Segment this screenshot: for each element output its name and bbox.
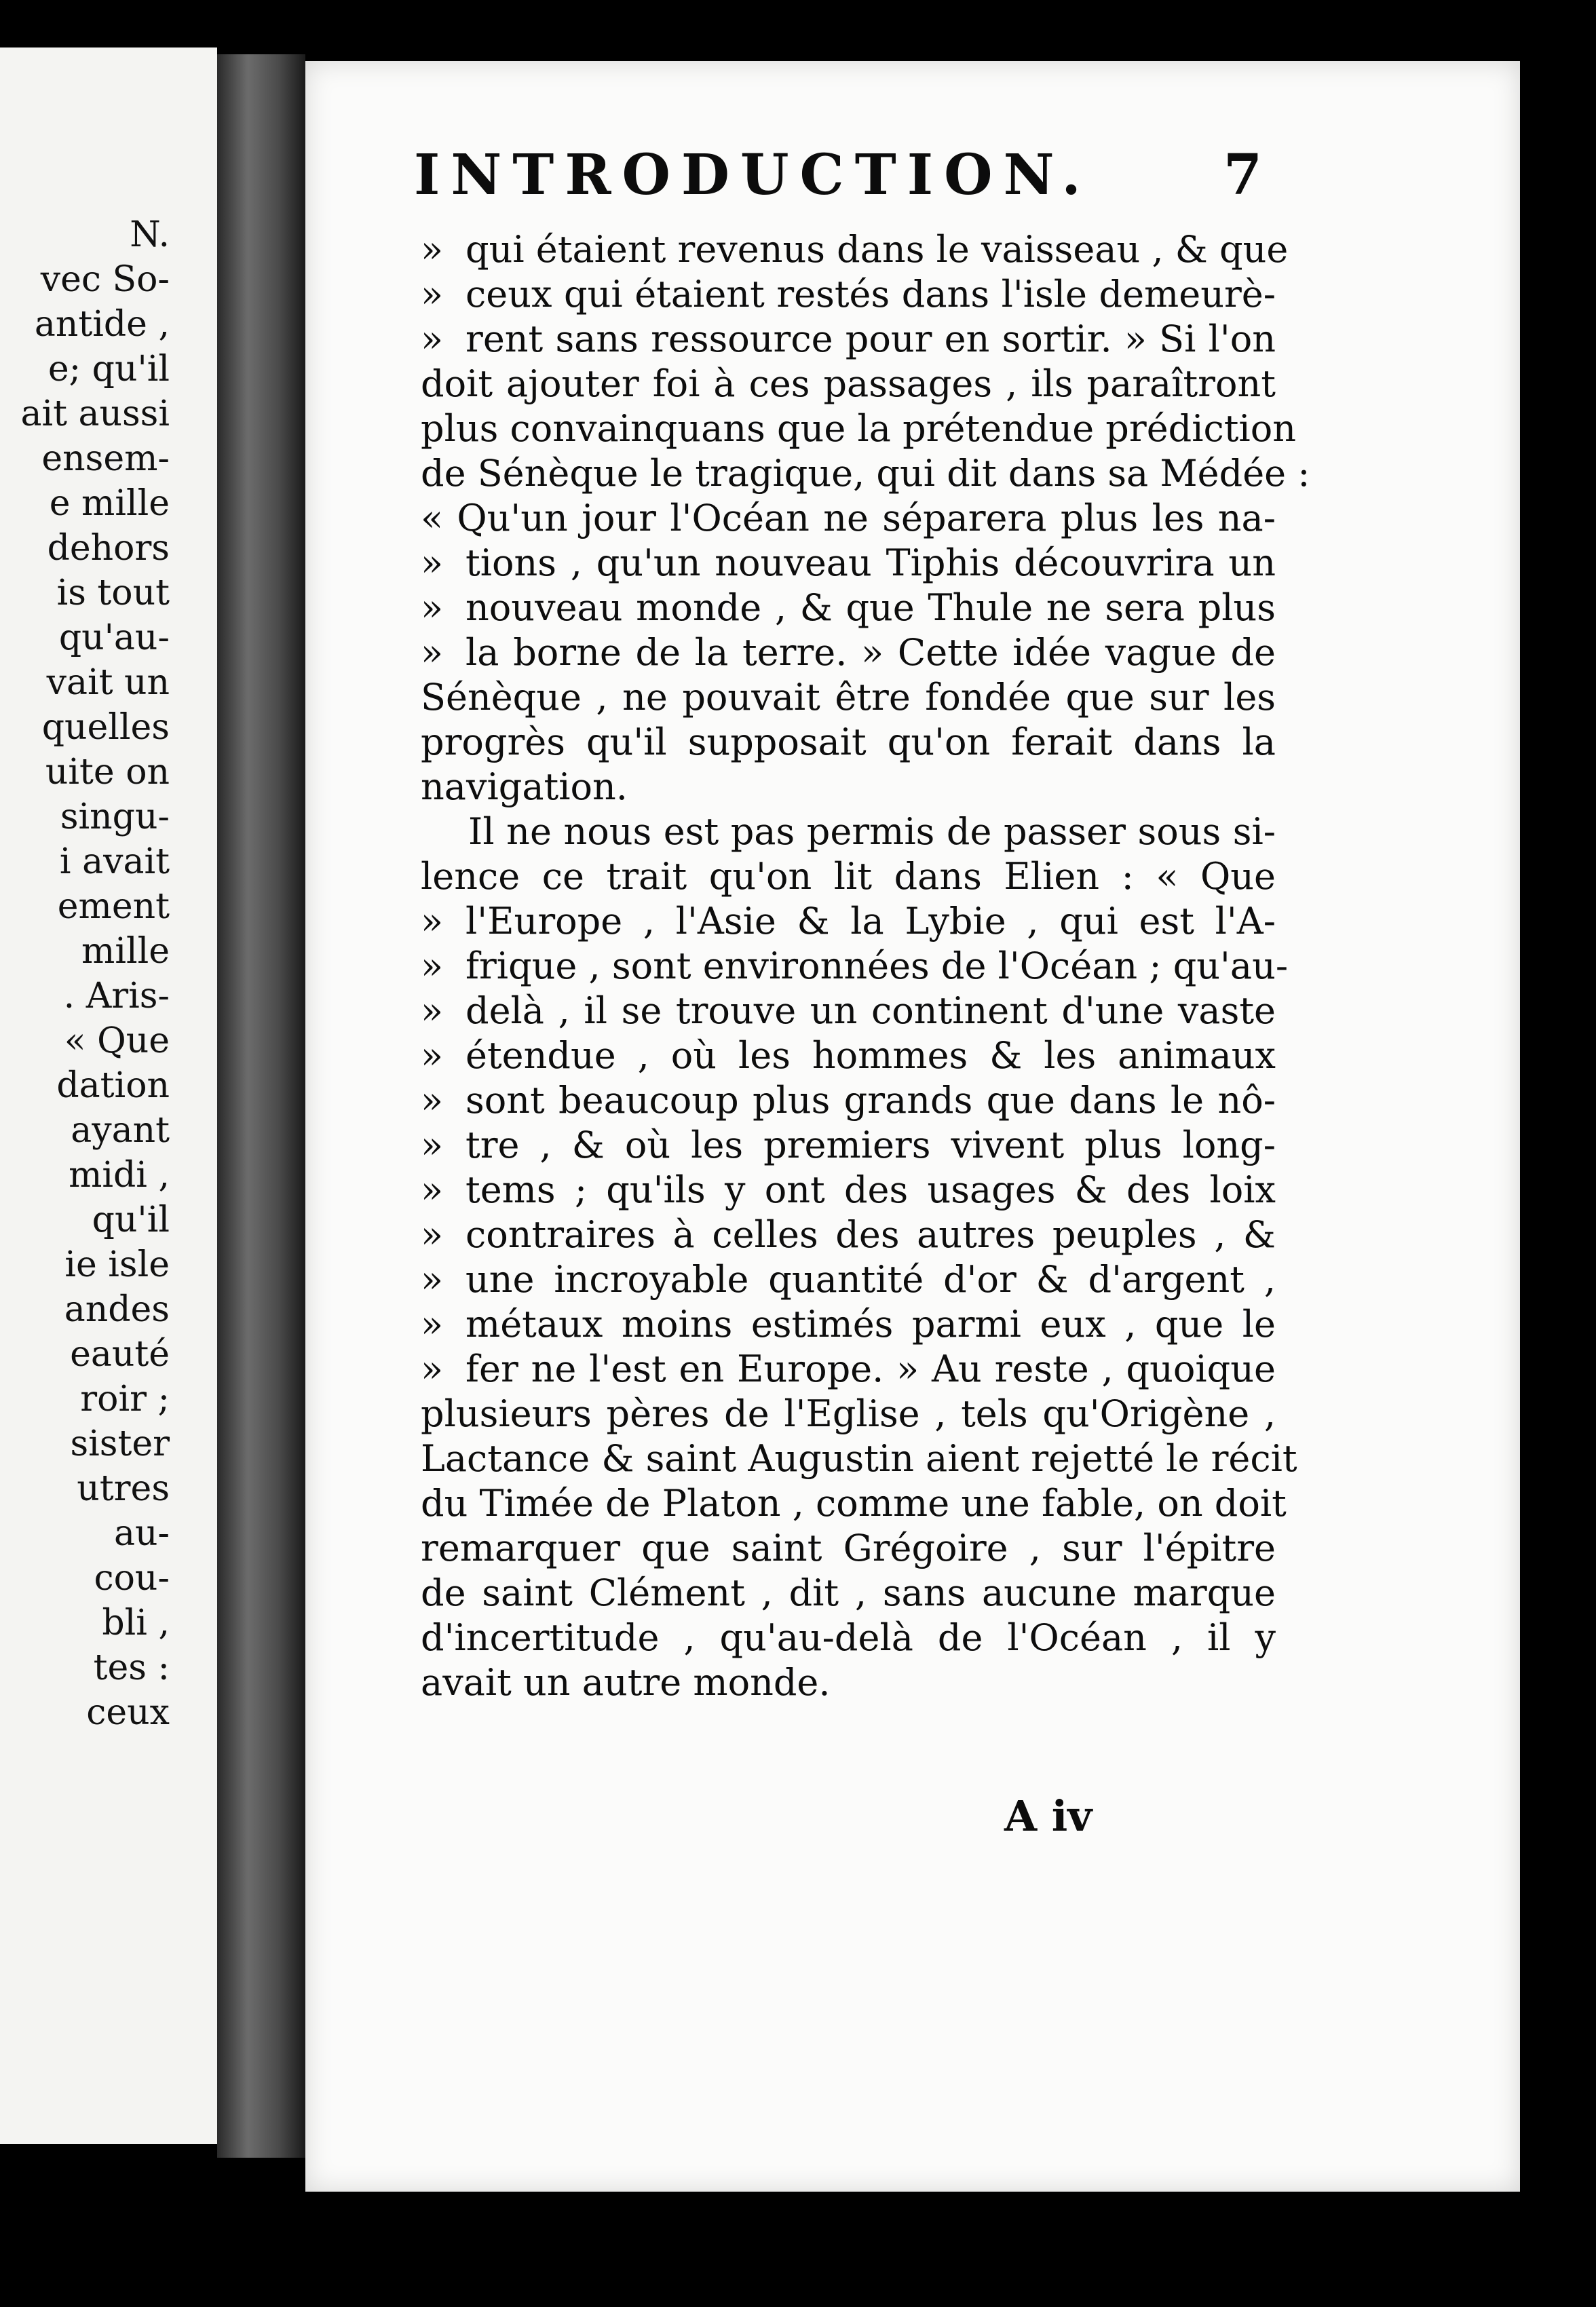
line-text: doit ajouter foi à ces passages , ils paraîtront xyxy=(421,362,1276,405)
running-title: INTRODUCTION. xyxy=(414,142,1092,208)
text-line xyxy=(421,1168,1276,1213)
facing-page-line: sister xyxy=(70,1424,170,1464)
line-text: qui étaient revenus dans le vaisseau , & que xyxy=(466,228,1289,271)
line-text: rent sans ressource pour en sortir. » Si l'on xyxy=(466,318,1276,360)
line-text: « Qu'un jour l'Océan ne séparera plus les na- xyxy=(421,497,1276,539)
facing-page-line: tes : xyxy=(93,1647,170,1688)
text-line xyxy=(421,317,1276,362)
book-gutter xyxy=(217,54,305,2158)
text-line xyxy=(421,1660,1276,1705)
line-text: tre , & où les premiers vivent plus long- xyxy=(466,1124,1276,1166)
text-line xyxy=(421,451,1310,496)
line-text: lence ce trait qu'on lit dans Elien : « Que xyxy=(421,855,1276,898)
facing-page-line: dehors xyxy=(47,528,170,569)
text-line xyxy=(421,989,1276,1033)
text-line xyxy=(421,1392,1276,1436)
facing-page-line: vait un xyxy=(46,662,170,703)
facing-page-line: andes xyxy=(64,1289,170,1330)
text-line xyxy=(421,586,1276,630)
line-text: nouveau monde , & que Thule ne sera plus xyxy=(466,586,1276,629)
text-line xyxy=(421,675,1276,720)
facing-page-line: ait aussi xyxy=(20,394,170,434)
quote-mark: » xyxy=(421,541,444,584)
line-text: tems ; qu'ils y ont des usages & des loix xyxy=(466,1168,1276,1211)
facing-page-line: quelles xyxy=(41,707,170,748)
text-line xyxy=(421,362,1276,406)
quote-mark: » xyxy=(421,1258,444,1301)
quote-mark: » xyxy=(421,228,444,271)
body-text xyxy=(421,227,1310,1705)
facing-page-line: vec So- xyxy=(40,259,170,300)
line-text: étendue , où les hommes & les animaux xyxy=(466,1034,1276,1077)
running-head xyxy=(204,142,1262,217)
line-text: tions , qu'un nouveau Tiphis découvrira un xyxy=(466,541,1276,584)
signature-mark: A iv xyxy=(1004,1791,1092,1841)
line-text: de saint Clément , dit , sans aucune marque xyxy=(421,1571,1276,1614)
line-text: plusieurs pères de l'Eglise , tels qu'Origène , xyxy=(421,1392,1276,1435)
text-line xyxy=(421,765,1276,809)
facing-page-line: singu- xyxy=(60,797,170,837)
line-text: de Sénèque le tragique, qui dit dans sa Médée : xyxy=(421,452,1310,495)
facing-page-line: . Aris- xyxy=(63,976,170,1016)
quote-mark: » xyxy=(421,1034,444,1077)
facing-page-line: bli , xyxy=(102,1603,170,1643)
text-line xyxy=(421,854,1276,899)
facing-page-line: ie isle xyxy=(64,1244,170,1285)
text-line xyxy=(421,899,1276,944)
facing-page-line: qu'au- xyxy=(58,617,170,658)
facing-page-line: dation xyxy=(56,1065,170,1106)
text-line xyxy=(421,944,1289,989)
facing-page-line: uite on xyxy=(45,752,170,793)
line-text: delà , il se trouve un continent d'une vaste xyxy=(466,989,1276,1032)
line-text: remarquer que saint Grégoire , sur l'épitre xyxy=(421,1527,1276,1569)
facing-page-line: « Que xyxy=(64,1021,170,1061)
quote-mark: » xyxy=(421,1124,444,1166)
quote-mark: » xyxy=(421,1213,444,1256)
quote-mark: » xyxy=(421,1348,444,1390)
text-line xyxy=(421,541,1276,586)
facing-page-line: e; qu'il xyxy=(48,349,170,389)
line-text: Lactance & saint Augustin aient rejetté le récit xyxy=(421,1437,1297,1480)
line-text: sont beaucoup plus grands que dans le nô- xyxy=(466,1079,1276,1122)
facing-page-line: e mille xyxy=(49,483,170,524)
line-text: l'Europe , l'Asie & la Lybie , qui est l'A- xyxy=(466,900,1276,942)
facing-page-line: N. xyxy=(130,214,170,255)
line-text: du Timée de Platon , comme une fable, on doit xyxy=(421,1482,1287,1525)
line-text: progrès qu'il supposait qu'on ferait dans la xyxy=(421,721,1276,763)
facing-page-line: roir ; xyxy=(80,1379,170,1419)
quote-mark: » xyxy=(421,273,444,316)
line-text: métaux moins estimés parmi eux , que le xyxy=(466,1303,1276,1346)
facing-page-line: midi , xyxy=(69,1155,170,1196)
line-text: d'incertitude , qu'au-delà de l'Océan , il y xyxy=(421,1616,1276,1659)
text-line xyxy=(421,809,1276,854)
line-text: navigation. xyxy=(421,765,628,808)
facing-page-line: ayant xyxy=(71,1110,170,1151)
facing-page-line: mille xyxy=(81,931,170,972)
quote-mark: » xyxy=(421,1079,444,1122)
line-text: contraires à celles des autres peuples , & xyxy=(466,1213,1276,1256)
facing-page-line: ceux xyxy=(86,1692,170,1733)
quote-mark: » xyxy=(421,1168,444,1211)
text-line xyxy=(421,1033,1276,1078)
text-line xyxy=(421,1436,1297,1481)
text-line xyxy=(421,720,1276,765)
quote-mark: » xyxy=(421,318,444,360)
text-line xyxy=(421,1526,1276,1571)
text-line xyxy=(421,1481,1287,1526)
quote-mark: » xyxy=(421,631,444,674)
facing-page-line: is tout xyxy=(56,573,170,613)
facing-page-line: cou- xyxy=(94,1558,170,1599)
line-text: une incroyable quantité d'or & d'argent , xyxy=(466,1258,1276,1301)
facing-page-line: ement xyxy=(57,886,170,927)
text-line xyxy=(421,1347,1276,1392)
line-text: ceux qui étaient restés dans l'isle demeurè- xyxy=(466,273,1276,316)
facing-page-line: eauté xyxy=(70,1334,170,1375)
facing-page-line: qu'il xyxy=(92,1200,170,1240)
line-text: Sénèque , ne pouvait être fondée que sur les xyxy=(421,676,1276,719)
line-text: Il ne nous est pas permis de passer sous si- xyxy=(468,810,1276,853)
facing-page-line: au- xyxy=(113,1513,170,1554)
text-line xyxy=(421,1616,1276,1660)
quote-mark: » xyxy=(421,945,444,987)
facing-page-line: antide , xyxy=(34,304,170,345)
text-line xyxy=(421,630,1276,675)
facing-page-line: ensem- xyxy=(41,438,170,479)
quote-mark: » xyxy=(421,1303,444,1346)
line-text: fer ne l'est en Europe. » Au reste , quoique xyxy=(466,1348,1276,1390)
text-line xyxy=(421,272,1276,317)
text-line xyxy=(421,496,1276,541)
text-line xyxy=(421,1257,1276,1302)
text-line xyxy=(421,1078,1276,1123)
quote-mark: » xyxy=(421,900,444,942)
text-line xyxy=(421,1571,1276,1616)
facing-page-left xyxy=(0,47,217,2144)
text-line xyxy=(421,1302,1276,1347)
facing-page-line: i avait xyxy=(59,841,170,882)
text-line xyxy=(421,1213,1276,1257)
line-text: la borne de la terre. » Cette idée vague de xyxy=(466,631,1276,674)
quote-mark: » xyxy=(421,586,444,629)
facing-page-line: utres xyxy=(77,1468,170,1509)
line-text: avait un autre monde. xyxy=(421,1661,831,1704)
text-line xyxy=(421,406,1296,451)
line-text: plus convainquans que la prétendue prédiction xyxy=(421,407,1296,450)
text-line xyxy=(421,1123,1276,1168)
quote-mark: » xyxy=(421,989,444,1032)
page-number: 7 xyxy=(1223,142,1262,208)
text-line xyxy=(421,227,1289,272)
line-text: frique , sont environnées de l'Océan ; qu'au- xyxy=(466,945,1289,987)
